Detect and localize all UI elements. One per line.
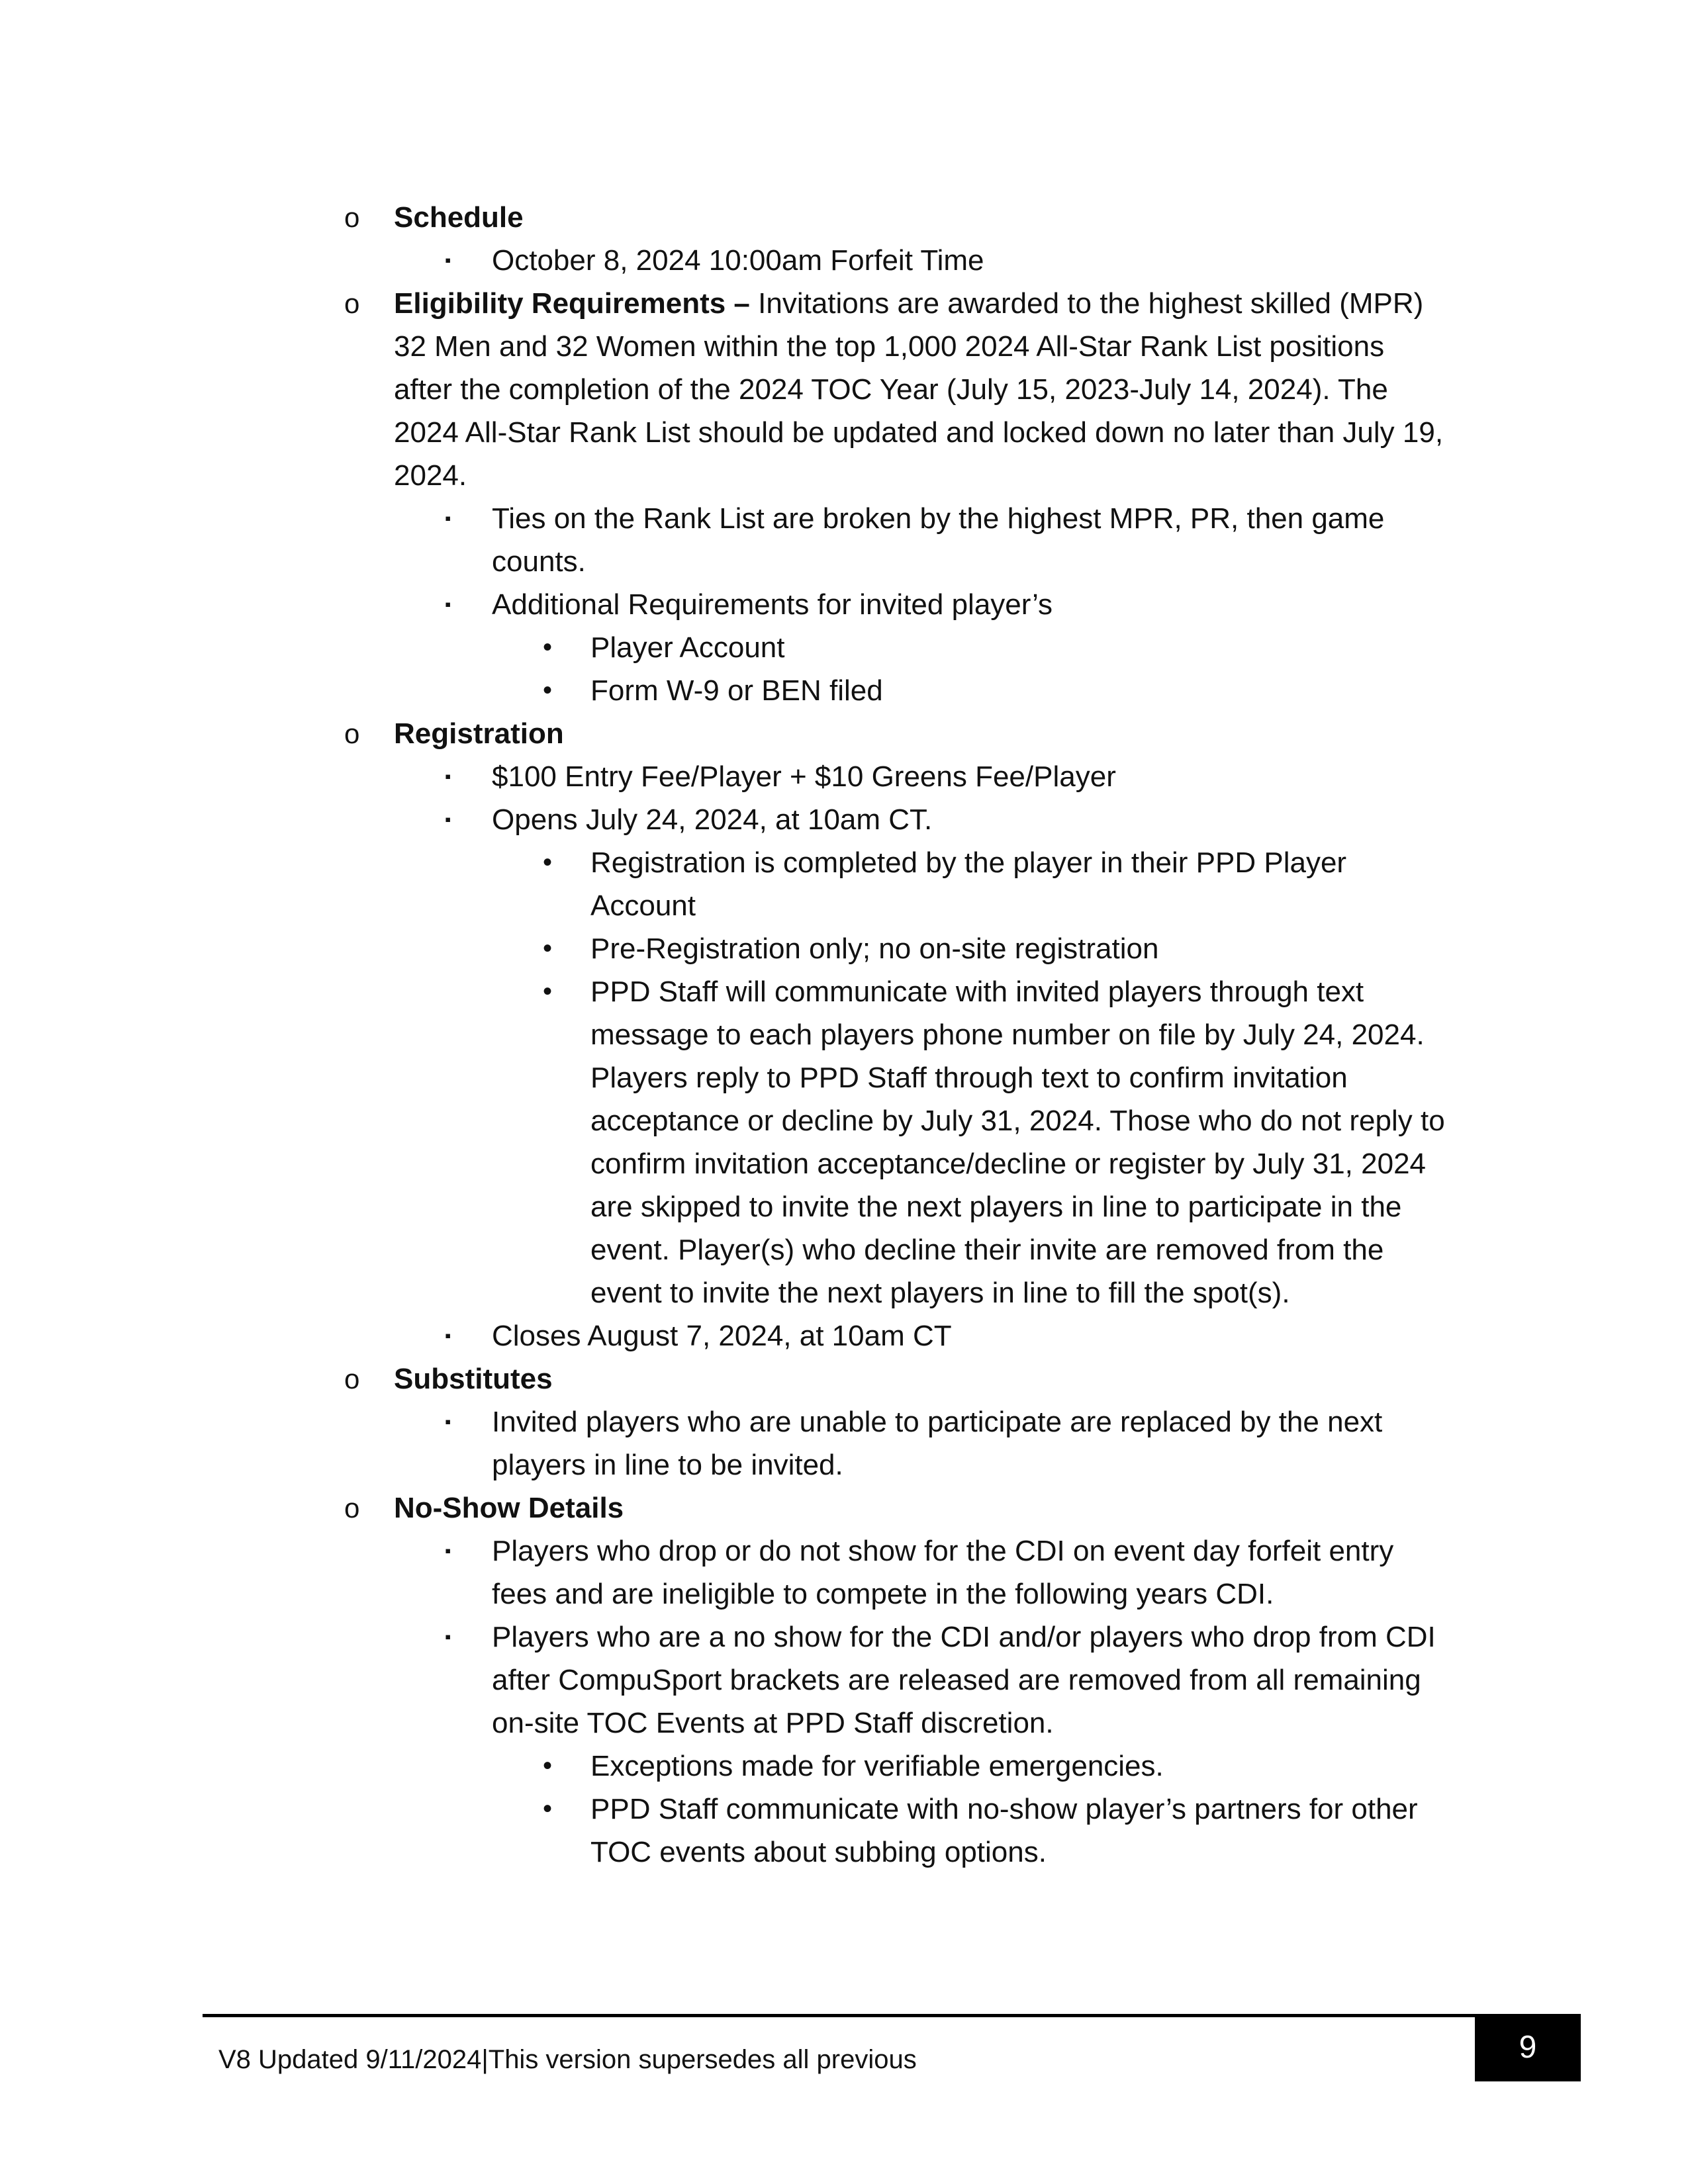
square-bullet-marker: ▪ [445, 1541, 451, 1561]
round-bullet-marker: • [543, 676, 553, 705]
communication-text: message to each players phone number on file by July 24, 2024. [590, 1019, 1425, 1051]
requirement-player-account: Player Account [590, 631, 785, 664]
round-bullet-marker: • [543, 848, 553, 877]
square-bullet-marker: ▪ [445, 809, 451, 829]
hollow-bullet-marker: o [344, 1492, 360, 1524]
square-bullet-marker: ▪ [445, 1627, 451, 1647]
communication-text: Players reply to PPD Staff through text to confirm invitation [590, 1062, 1348, 1094]
list-item [0, 1529, 1688, 1572]
partners-text: TOC events about subbing options. [590, 1836, 1047, 1868]
ties-rule-text: counts. [492, 545, 586, 578]
exceptions-text: Exceptions made for verifiable emergencies. [590, 1750, 1164, 1782]
registration-completed-text: Registration is completed by the player in their PPD Player [590, 846, 1347, 879]
registration-completed-text: Account [590, 889, 696, 922]
section-title-no-show: No-Show Details [394, 1492, 624, 1524]
list-item [0, 798, 1688, 841]
communication-text: confirm invitation acceptance/decline or register by July 31, 2024 [590, 1148, 1427, 1180]
section-schedule-heading [0, 196, 1688, 239]
list-item [0, 583, 1688, 626]
registration-closes-text: Closes August 7, 2024, at 10am CT [492, 1320, 952, 1352]
list-item [0, 239, 1688, 282]
schedule-forfeit-time: October 8, 2024 10:00am Forfeit Time [492, 244, 984, 277]
substitutes-text: Invited players who are unable to participate are replaced by the next [492, 1406, 1383, 1438]
hollow-bullet-marker: o [344, 1363, 360, 1394]
square-bullet-marker: ▪ [445, 1326, 451, 1345]
page-number-box: 9 [1475, 2014, 1581, 2081]
square-bullet-marker: ▪ [445, 508, 451, 528]
round-bullet-marker: • [543, 934, 553, 963]
hollow-bullet-marker: o [344, 288, 360, 319]
list-item [0, 1745, 1688, 1788]
eligibility-text-line: Invitations are awarded to the highest skilled (MPR) [749, 287, 1424, 320]
no-show-removal-text: Players who are a no show for the CDI and/or players who drop from CDI [492, 1621, 1436, 1653]
section-title-substitutes: Substitutes [394, 1363, 553, 1395]
list-item [0, 755, 1688, 798]
communication-text: are skipped to invite the next players in line to participate in the [590, 1191, 1402, 1223]
communication-text: PPD Staff will communicate with invited players through text [590, 976, 1364, 1008]
square-bullet-marker: ▪ [445, 1412, 451, 1432]
list-item [0, 841, 1688, 884]
square-bullet-marker: ▪ [445, 250, 451, 270]
section-eligibility-heading [0, 282, 1688, 325]
no-show-forfeit-text: Players who drop or do not show for the CDI on event day forfeit entry [492, 1535, 1394, 1567]
list-item [0, 1400, 1688, 1443]
communication-text: event. Player(s) who decline their invite are removed from the [590, 1234, 1384, 1266]
communication-text: acceptance or decline by July 31, 2024. Those who do not reply to [590, 1105, 1445, 1137]
list-item [0, 497, 1688, 540]
list-item [0, 927, 1688, 970]
no-show-removal-text: on-site TOC Events at PPD Staff discretion. [492, 1707, 1054, 1739]
list-item [0, 1615, 1688, 1659]
list-item [0, 626, 1688, 669]
no-show-forfeit-text: fees and are ineligible to compete in the following years CDI. [492, 1578, 1274, 1610]
substitutes-text: players in line to be invited. [492, 1449, 843, 1481]
footer-divider [203, 2014, 1475, 2017]
registration-opens-text: Opens July 24, 2024, at 10am CT. [492, 803, 933, 836]
ties-rule-text: Ties on the Rank List are broken by the highest MPR, PR, then game [492, 502, 1385, 535]
eligibility-text-line: after the completion of the 2024 TOC Year (July 15, 2023-July 14, 2024). The [394, 373, 1388, 406]
list-item [0, 1788, 1688, 1831]
partners-text: PPD Staff communicate with no-show player’s partners for other [590, 1793, 1418, 1825]
section-title-eligibility: Eligibility Requirements – [394, 287, 750, 320]
communication-text: event to invite the next players in line to fill the spot(s). [590, 1277, 1290, 1309]
section-title-registration: Registration [394, 717, 564, 750]
round-bullet-marker: • [543, 633, 553, 662]
registration-fee-text: $100 Entry Fee/Player + $10 Greens Fee/Player [492, 760, 1116, 793]
list-item [0, 1314, 1688, 1357]
list-item [0, 669, 1688, 712]
square-bullet-marker: ▪ [445, 766, 451, 786]
section-no-show-heading [0, 1486, 1688, 1529]
requirement-tax-form: Form W-9 or BEN filed [590, 674, 883, 707]
round-bullet-marker: • [543, 1751, 553, 1780]
document-body [0, 196, 1688, 1874]
eligibility-text-line: 32 Men and 32 Women within the top 1,000 2024 All-Star Rank List positions [394, 330, 1385, 363]
round-bullet-marker: • [543, 977, 553, 1006]
section-substitutes-heading [0, 1357, 1688, 1400]
eligibility-text-line: 2024 All-Star Rank List should be updated and locked down no later than July 19, [394, 416, 1444, 449]
no-show-removal-text: after CompuSport brackets are released are removed from all remaining [492, 1664, 1421, 1696]
pre-registration-text: Pre-Registration only; no on-site registration [590, 933, 1159, 965]
hollow-bullet-marker: o [344, 202, 360, 233]
eligibility-text-line: 2024. [394, 459, 467, 492]
additional-requirements-text: Additional Requirements for invited player’s [492, 588, 1053, 621]
footer-version-text: V8 Updated 9/11/2024|This version supersedes all previous [218, 2045, 917, 2074]
section-registration-heading [0, 712, 1688, 755]
hollow-bullet-marker: o [344, 718, 360, 749]
square-bullet-marker: ▪ [445, 594, 451, 614]
round-bullet-marker: • [543, 1794, 553, 1823]
list-item [0, 970, 1688, 1013]
section-title-schedule: Schedule [394, 201, 524, 234]
